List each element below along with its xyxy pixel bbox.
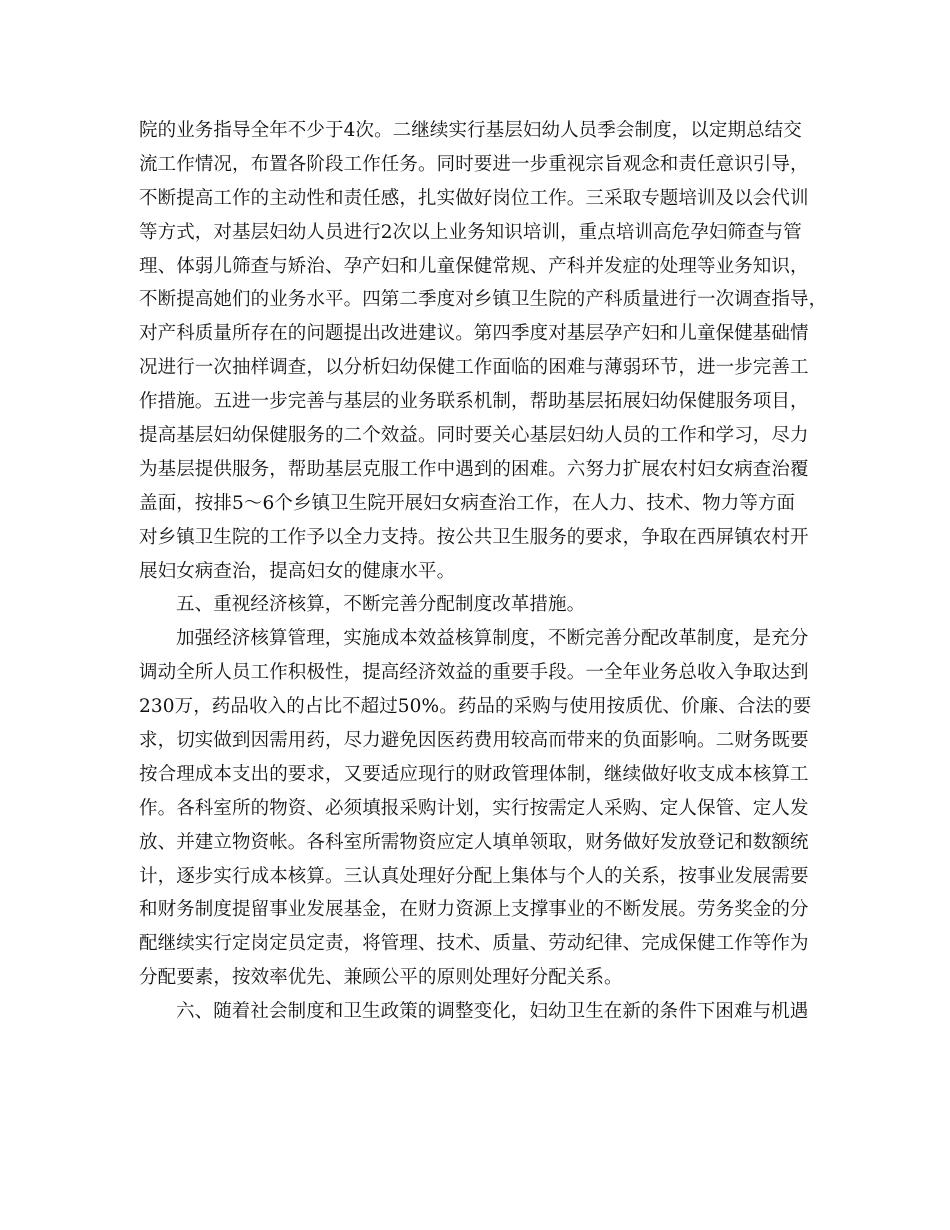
text-line: 求，切实做到因需用药，尽力避免因医药费用较高而带来的负面影响。二财务既要 <box>139 730 809 752</box>
text-line: 对乡镇卫生院的工作予以全力支持。按公共卫生服务的要求，争取在西屏镇农村开 <box>139 526 809 548</box>
text-line: 盖面，按排5～6个乡镇卫生院开展妇女病查治工作，在人力、技术、物力等方面 <box>139 492 796 514</box>
text-line: 院的业务指导全年不少于4次。二继续实行基层妇幼人员季会制度，以定期总结交 <box>139 120 802 141</box>
text-line: 作措施。五进一步完善与基层的业务联系机制，帮助基层拓展妇幼保健服务项目， <box>139 391 809 413</box>
text-line: 分配要素，按效率优先、兼顾公平的原则处理好分配关系。 <box>139 967 623 989</box>
text-line: 和财务制度提留事业发展基金，在财力资源上支撑事业的不断发展。劳务奖金的分 <box>139 899 809 921</box>
text-line: 不断提高她们的业务水平。四第二季度对乡镇卫生院的产科质量进行一次调查指导， <box>139 289 828 311</box>
text-line: 理、体弱儿筛查与矫治、孕产妇和儿童保健常规、产科并发症的处理等业务知识， <box>139 255 809 277</box>
text-line: 况进行一次抽样调查，以分析妇幼保健工作面临的困难与薄弱环节，进一步完善工 <box>139 357 809 379</box>
document-body <box>139 114 839 1029</box>
text-line: 不断提高工作的主动性和责任感，扎实做好岗位工作。三采取专题培训及以会代训 <box>139 187 809 209</box>
text-line: 六、随着社会制度和卫生政策的调整变化，妇幼卫生在新的条件下困难与机遇 <box>176 1001 809 1023</box>
text-line: 230万，药品收入的占比不超过50%。药品的采购与使用按质优、价廉、合法的要 <box>139 696 812 718</box>
text-line: 加强经济核算管理，实施成本效益核算制度，不断完善分配改革制度，是充分 <box>176 628 809 650</box>
text-line: 对产科质量所存在的问题提出改进建议。第四季度对基层孕产妇和儿童保健基础情 <box>139 323 809 345</box>
text-line: 调动全所人员工作积极性，提高经济效益的重要手段。一全年业务总收入争取达到 <box>139 662 809 684</box>
text-line: 为基层提供服务，帮助基层克服工作中遇到的困难。六努力扩展农村妇女病查治覆 <box>139 458 809 480</box>
text-line: 展妇女病查治，提高妇女的健康水平。 <box>139 560 456 582</box>
text-line: 流工作情况，布置各阶段工作任务。同时要进一步重视宗旨观念和责任意识引导， <box>139 153 809 175</box>
text-line: 作。各科室所的物资、必须填报采购计划，实行按需定人采购、定人保管、定人发 <box>139 797 809 819</box>
text-line: 提高基层妇幼保健服务的二个效益。同时要关心基层妇幼人员的工作和学习，尽力 <box>139 425 809 447</box>
text-line: 计，逐步实行成本核算。三认真处理好分配上集体与个人的关系，按事业发展需要 <box>139 865 809 887</box>
text-line: 等方式，对基层妇幼人员进行2次以上业务知识培训，重点培训高危孕妇筛查与管 <box>139 221 802 243</box>
text-line: 按合理成本支出的要求，又要适应现行的财政管理体制，继续做好收支成本核算工 <box>139 763 809 785</box>
text-line: 五、重视经济核算，不断完善分配制度改革措施。 <box>176 594 586 616</box>
text-line: 配继续实行定岗定员定责，将管理、技术、质量、劳动纪律、完成保健工作等作为 <box>139 933 809 955</box>
text-line: 放、并建立物资帐。各科室所需物资应定人填单领取，财务做好发放登记和数额统 <box>139 831 809 853</box>
